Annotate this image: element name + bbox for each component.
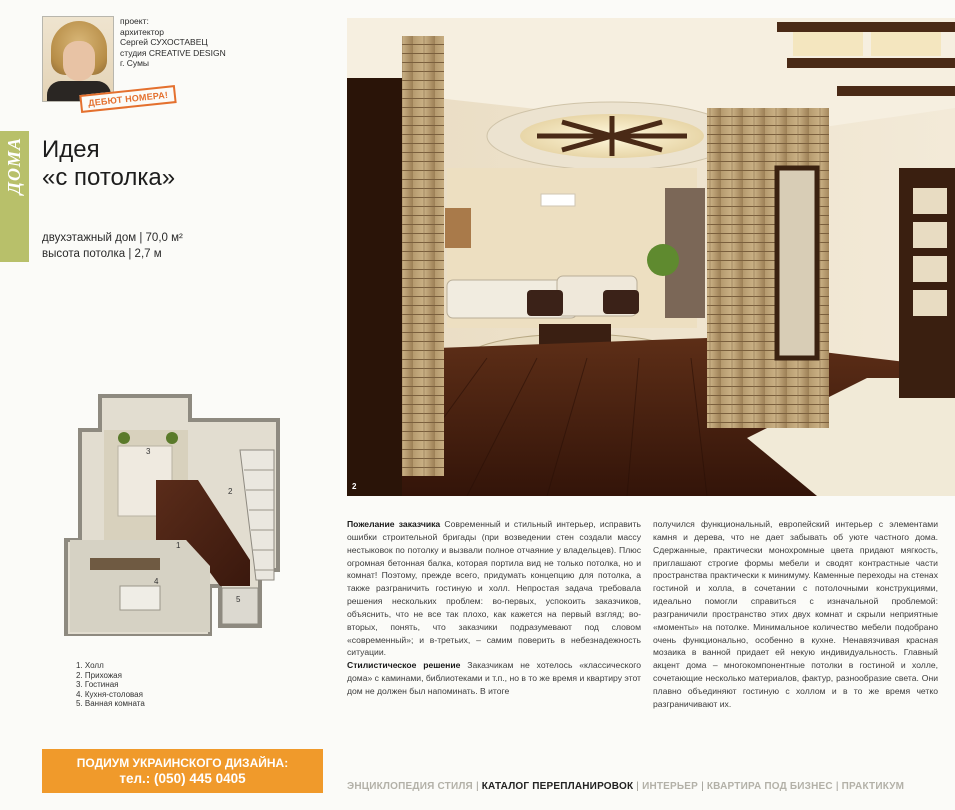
article-paragraph-style <box>347 659 641 698</box>
legend-item: 1. Холл <box>76 661 104 670</box>
spec-area: двухэтажный дом | 70,0 м² <box>42 232 183 244</box>
title-line: Идея <box>42 136 100 163</box>
plan-label-5: 5 <box>236 595 241 604</box>
heading-style-solution: Стилистическое решение <box>347 660 461 671</box>
credit-line: студия CREATIVE DESIGN <box>120 47 226 58</box>
promo-title: ПОДИУМ УКРАИНСКОГО ДИЗАЙНА: <box>76 756 289 770</box>
nav-item-style-encyclopedia[interactable]: ЭНЦИКЛОПЕДИЯ СТИЛЯ <box>347 781 473 792</box>
project-credits <box>120 16 226 69</box>
client-wishes-text: Современный и стильный интерьер, исправить ошибки строительной бригады (при возведении стен создали массу нестыковок по потолку и вызвали полное отчаяние у владельцев). Плюс огромная бетонная балка, которая портила вид не только потолка, но и комнат! Поэтому, прежде всего, придумать концепцию для потолка, а также разграничить гостиную и холл. Непростая задача требовала решения нескольких проблем: во-первых, успокоить заказчиков, объяснить, что не все так плохо, как кажется на первый взгляд; во-вторых, понять, что заказчики подразумевают под словом «современный»; и в-третьих, – самим поверить в небезнадежность ситуации. <box>347 519 642 658</box>
title-line: «с потолка» <box>42 164 176 191</box>
legend-item: 4. Кухня-столовая <box>76 689 143 699</box>
credit-line: Сергей СУХОСТАВЕЦ <box>120 37 208 47</box>
architect-photo <box>42 16 114 102</box>
interior-photo <box>347 18 955 496</box>
spec-ceiling-height: высота потолка | 2,7 м <box>42 248 162 260</box>
article-paragraph-wishes <box>347 518 641 659</box>
photo-number: 2 <box>352 482 357 491</box>
plan-label-1: 1 <box>176 541 181 550</box>
article-column-2 <box>653 518 938 711</box>
credit-line: проект: <box>120 16 149 26</box>
plan-label-3: 3 <box>146 447 151 456</box>
plan-label-2: 2 <box>228 487 233 496</box>
section-nav <box>347 781 955 792</box>
heading-client-wishes: Пожелание заказчика <box>347 519 441 529</box>
style-solution-text-end: получился функциональный, европейский интерьер с элементами камня и дерева, что не дает забывать об уюте частного дома. Сдержанные, практически монохромные цвета придают мягкость, приглашают строгие формы мебели и сводят контрастные части пространства практически к минимуму. Каменные переходы на стенах гостиной и холла, в сочетании с потолочными конструкциями, идеально помогли справиться с изначальной проблемой: разграничили пространство этих двух комнат и скрыли неприятные «моменты» на потолке. Минимальное количество мебели подобрано очень функционально, особенно в кухне. Ненавязчивая красная мозаика в ванной придает ей некую индивидуальность. Главный акцент дома – многокомпонентные потолки в гостиной и холле, сочетающие несколько материалов, фактур, разнообразие света. Они плавно объединяют гостиную с холлом и в то же время четко разграничивают их. <box>653 519 938 709</box>
article-column-1 <box>347 518 641 698</box>
nav-separator: | <box>835 781 839 792</box>
credit-line: архитектор <box>120 26 164 37</box>
nav-item-workshop[interactable]: ПРАКТИКУМ <box>841 781 905 792</box>
page-title <box>42 136 175 192</box>
debut-badge: ДЕБЮТ НОМЕРА! <box>79 85 177 113</box>
legend-item: 3. Гостиная <box>76 680 119 690</box>
credit-line: г. Сумы <box>120 58 150 68</box>
promo-banner[interactable] <box>42 749 323 793</box>
promo-phone: тел.: (050) 445 0405 <box>119 771 246 786</box>
section-tab[interactable] <box>0 131 29 262</box>
nav-separator: | <box>636 781 640 792</box>
style-solution-text-start: Заказчикам не хотелось «классического дома» с каминами, библиотеками и т.п., но в то же время и квартиру этот дом не должен был напоминать. В итоге <box>347 660 641 696</box>
plan-label-4: 4 <box>154 577 159 586</box>
nav-item-business-apartment[interactable]: КВАРТИРА ПОД БИЗНЕС <box>706 781 833 792</box>
floor-plan <box>60 390 296 636</box>
plan-legend <box>76 661 145 709</box>
nav-separator: | <box>475 781 479 792</box>
house-specs <box>42 230 183 262</box>
section-tab-label: ДОМА <box>4 137 24 195</box>
nav-item-replanning-catalog[interactable]: КАТАЛОГ ПЕРЕПЛАНИРОВОК <box>481 781 634 792</box>
legend-item: 5. Ванная комната <box>76 699 145 709</box>
nav-item-interior[interactable]: ИНТЕРЬЕР <box>642 781 699 792</box>
legend-item: 2. Прихожая <box>76 670 122 680</box>
nav-separator: | <box>701 781 704 792</box>
